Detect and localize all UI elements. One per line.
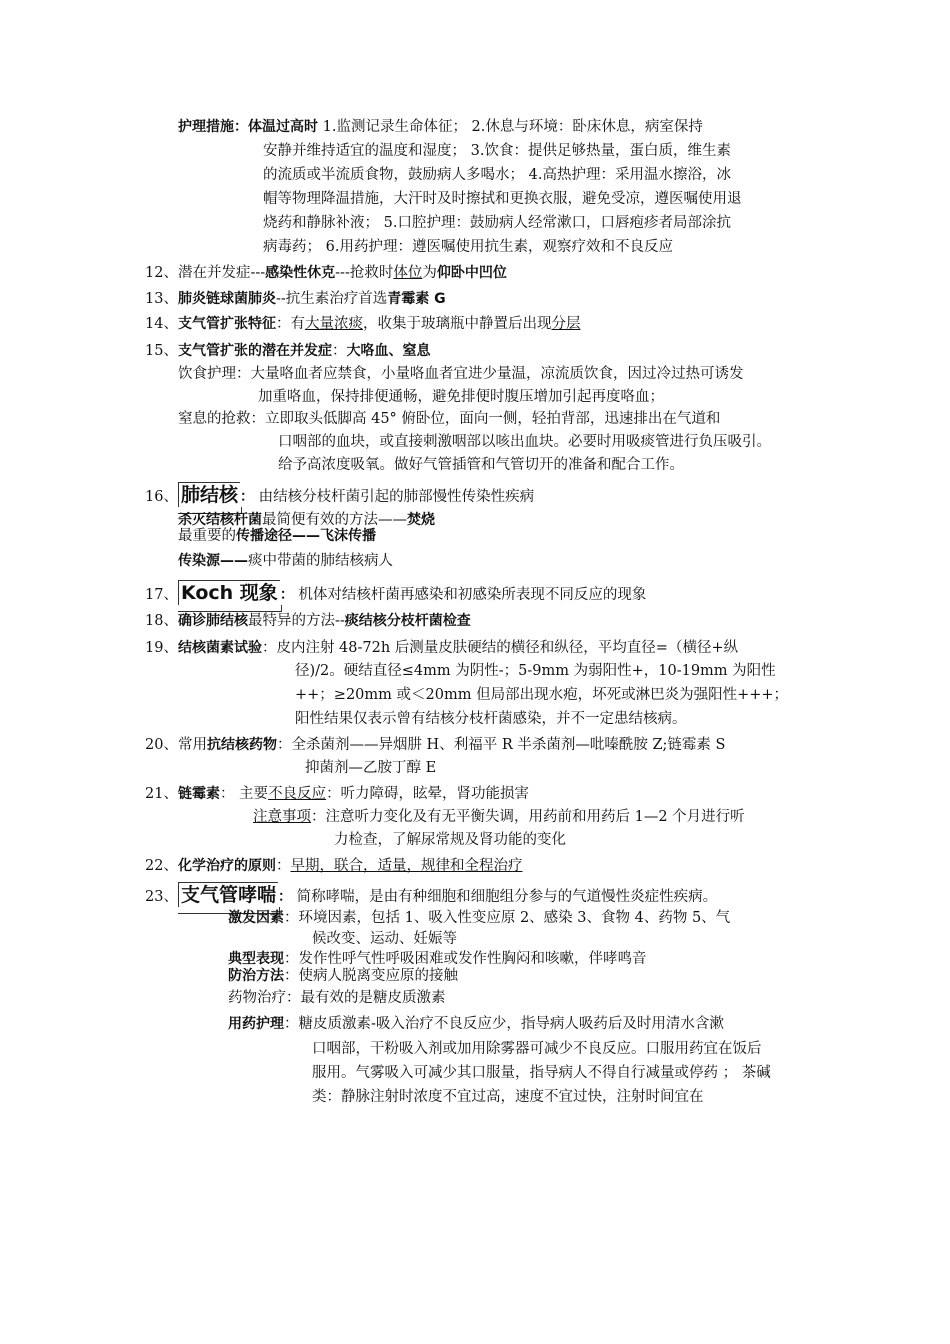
item-12: 12、潜在并发症---感染性休克---抢救时体位为仰卧中凹位 [145, 265, 507, 281]
nursing-measures-line-4: 帽等物理降温措施，大汗时及时擦拭和更换衣服，避免受凉，遵医嘱使用退 [263, 191, 742, 207]
asphyxia-rescue-line-3: 给予高浓度吸氧。做好气管插管和气管切开的准备和配合工作。 [278, 457, 684, 473]
item-20: 20、常用抗结核药物：全杀菌剂——异烟肼 H、利福平 R 半杀菌剂—吡嗪酰胺 Z;链霉素 S [145, 737, 726, 753]
nursing-measures-line-3: 的流质或半流质食物，鼓励病人多喝水； 4.高热护理：采用温水擦浴，冰 [263, 167, 731, 183]
item-15: 15、支气管扩张的潜在并发症：大咯血、窒息 [145, 343, 431, 359]
nursing-measures-line-1: 护理措施：体温过高时 1.监测记录生命体征； 2.休息与环境：卧床休息，病室保持 [178, 119, 703, 135]
item-23: 23、 支气管哮喘 ： 简称哮喘，是由有种细胞和细胞组分参与的气道慢性炎症性疾病。 [145, 882, 717, 910]
transmission-route-line: 最重要的传播途径——飞沫传播 [178, 528, 376, 544]
item-13: 13、肺炎链球菌肺炎--抗生素治疗首选青霉素 G [145, 291, 446, 307]
tuberculin-line-2: 径)/2。硬结直径≤4mm 为阴性-；5-9mm 为弱阳性+，10-19mm 为阳性 [295, 663, 776, 679]
asphyxia-rescue-line-2: 口咽部的血块，或直接刺激咽部以咳出血块。必要时用吸痰管进行负压吸引。 [278, 434, 771, 450]
triggers-line-2: 候改变、运动、妊娠等 [312, 931, 457, 947]
nursing-measures-line-6: 病毒药； 6.用药护理：遵医嘱使用抗生素，观察疗效和不良反应 [263, 239, 673, 255]
item-20-line-2: 抑菌剂—乙胺丁醇 E [305, 760, 437, 776]
medication-care-line-2: 口咽部，干粉吸入剂或加用除雾器可减少不良反应。口服用药宜在饭后 [312, 1041, 762, 1057]
triggers-line-1: 激发因素：环境因素，包括 1、吸入性变应原 2、感染 3、食物 4、药物 5、气 [228, 910, 731, 926]
medication-care-line-3: 服用。气雾吸入可减少其口服量，指导病人不得自行减量或停药 ； 茶碱 [312, 1065, 771, 1081]
item-22: 22、化学治疗的原则：早期，联合，适量，规律和全程治疗 [145, 858, 523, 874]
item-14: 14、支气管扩张特征：有大量浓痰，收集于玻璃瓶中静置后出现分层 [145, 316, 581, 332]
prevention-line: 防治方法：使病人脱离变应原的接触 [228, 968, 458, 984]
kill-method-line: 杀灭结核杆菌最简便有效的方法——焚烧 [178, 512, 435, 528]
streptomycin-notes-line-2: 力检查，了解尿常规及肾功能的变化 [334, 832, 566, 848]
item-16: 16、 肺结核 ： 由结核分枝杆菌引起的肺部慢性传染性疾病 [145, 482, 534, 510]
streptomycin-notes-line-1: 注意事项：注意听力变化及有无平衡失调，用药前和用药后 1—2 个月进行听 [253, 809, 745, 825]
item-18: 18、确诊肺结核最特异的方法--痰结核分枝杆菌检查 [145, 613, 471, 629]
medication-care-line-1: 用药护理：糖皮质激素-吸入治疗不良反应少，指导病人吸药后及时用清水含漱 [228, 1016, 724, 1032]
asthma-term-box: 支气管哮喘 [178, 882, 278, 910]
item-21: 21、链霉素： 主要不良反应：听力障碍，眩晕，肾功能损害 [145, 786, 530, 802]
tuberculin-line-3: ++；≥20mm 或＜20mm 但局部出现水疱，坏死或淋巴炎为强阳性+++； [295, 687, 789, 703]
nursing-measures-line-2: 安静并维持适宜的温度和湿度； 3.饮食：提供足够热量，蛋白质，维生素 [263, 143, 731, 159]
diet-care-line-2: 加重咯血，保持排便通畅，避免排便时腹压增加引起再度咯血； [258, 389, 664, 405]
item-17: 17、 Koch 现象 ： 机体对结核杆菌再感染和初感染所表现不同反应的现象 [145, 580, 646, 608]
infection-source-line: 传染源——痰中带菌的肺结核病人 [178, 553, 393, 569]
item-19: 19、结核菌素试验：皮内注射 48-72h 后测量皮肤硬结的横径和纵径，平均直径=（横径+纵 [145, 640, 739, 656]
nursing-measures-label: 护理措施： [178, 119, 248, 135]
tuberculin-line-4: 阳性结果仅表示曾有结核分枝杆菌感染，并不一定患结核病。 [295, 711, 687, 727]
asphyxia-rescue-line-1: 窒息的抢救：立即取头低脚高 45° 俯卧位，面向一侧，轻拍背部，迅速排出在气道和 [178, 411, 721, 427]
tuberculosis-term-box: 肺结核 [178, 482, 240, 510]
nursing-measures-line-5: 烧药和静脉补液； 5.口腔护理：鼓励病人经常漱口，口唇疱疹者局部涂抗 [263, 215, 731, 231]
drug-therapy-line: 药物治疗：最有效的是糖皮质激素 [228, 990, 446, 1006]
koch-term-box: Koch 现象 [178, 580, 280, 608]
typical-signs-line: 典型表现：发作性呼气性呼吸困难或发作性胸闷和咳嗽，伴哮鸣音 [228, 951, 647, 967]
fever-subheading: 体温过高时 [248, 119, 318, 135]
diet-care-line-1: 饮食护理：大量咯血者应禁食，小量咯血者宜进少量温，凉流质饮食，因过冷过热可诱发 [178, 366, 744, 382]
medication-care-line-4: 类：静脉注射时浓度不宜过高，速度不宜过快，注射时间宜在 [312, 1089, 704, 1105]
